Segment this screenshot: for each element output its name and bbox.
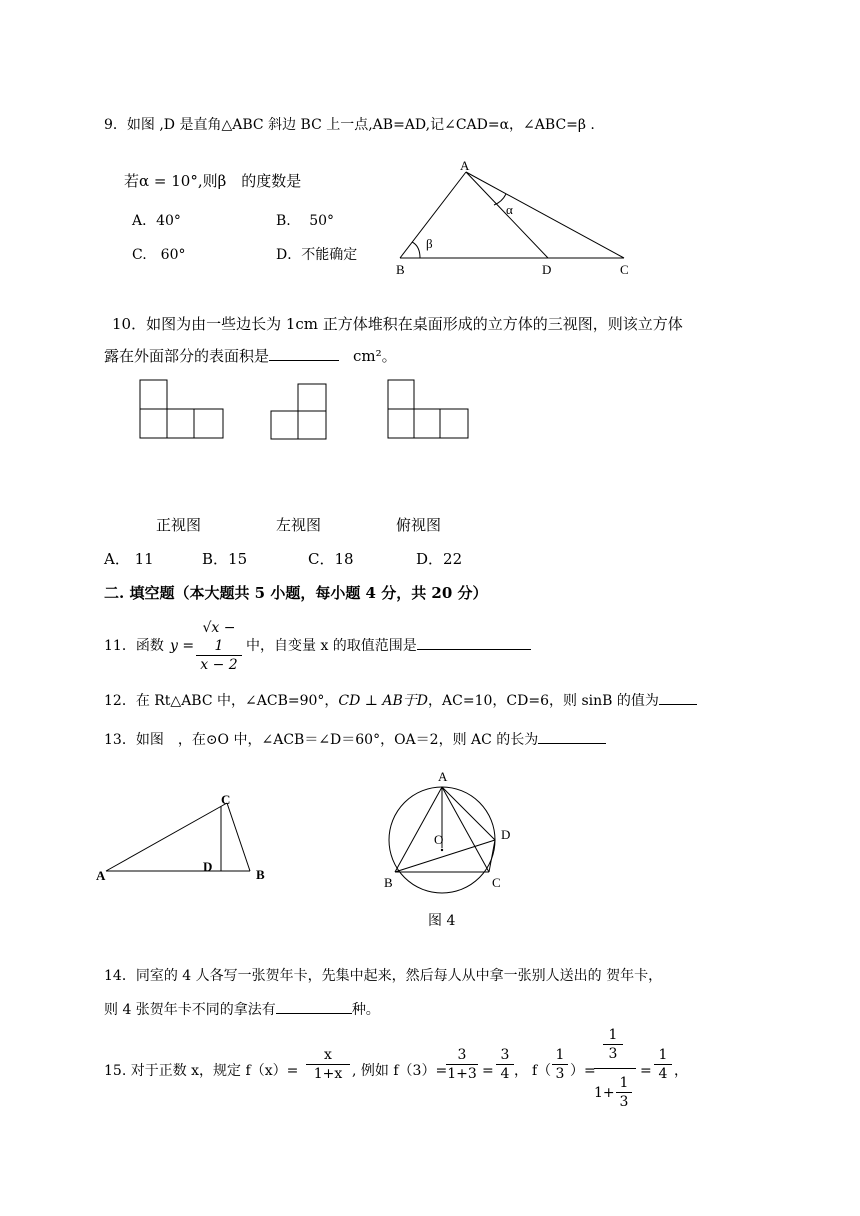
q15-def-num: x xyxy=(306,1046,350,1065)
q13-circle-figure xyxy=(380,766,540,894)
q10-option-a: A． 11 xyxy=(104,550,154,568)
q15-example-fraction-2 xyxy=(496,1046,514,1083)
q15-result-fraction xyxy=(654,1046,672,1083)
q15-h-den: 3 xyxy=(555,1066,565,1082)
q10-line1: 10．如图为由一些边长为 1cm 正方体堆积在桌面形成的立方体的三视图，则该立方体 xyxy=(112,315,683,333)
q10-option-d: D．22 xyxy=(416,550,463,568)
q15-e1-den: 1+3 xyxy=(447,1066,477,1082)
q15-pre: 15. 对于正数 x，规定 f（x）= xyxy=(104,1063,299,1079)
q15-r-den: 4 xyxy=(658,1066,668,1082)
q15-equals-1: = xyxy=(482,1063,494,1079)
q15-f-open: f（ xyxy=(532,1063,552,1079)
q13-circle-label-o: O xyxy=(434,832,444,847)
q13-circle-label-b: B xyxy=(384,875,393,890)
q9-condition: 若α = 10°,则β 的度数是 xyxy=(124,172,302,190)
q15-e2-den: 4 xyxy=(500,1066,510,1082)
q10-answer-blank xyxy=(269,360,339,361)
q14-line2-text: 则 4 张贺年卡不同的拿法有 xyxy=(104,1002,276,1018)
q9-label-c: C xyxy=(620,262,629,277)
q15-h-num: 1 xyxy=(552,1046,568,1065)
q13-tri-label-a: A xyxy=(96,868,106,883)
q12-cd-ab: CD ⊥ AB于D xyxy=(338,693,429,709)
q13-circle-label-a: A xyxy=(438,769,448,784)
q15-comma-1: ， xyxy=(514,1063,528,1079)
q9-option-a: A．40° xyxy=(132,213,181,229)
q15-cf-top-num: 1 xyxy=(603,1026,623,1045)
q14-post: 种。 xyxy=(351,1002,380,1018)
q12-post: ，AC=10，CD=6，则 sinB 的值为 xyxy=(428,693,659,709)
q15-cf-top xyxy=(603,1026,623,1063)
q13-answer-blank xyxy=(538,743,606,744)
q14-line1: 14．同室的 4 人各写一张贺年卡，先集中起来，然后每人从中拿一张别人送出的 贺年卡， xyxy=(104,968,663,984)
q15-def-den: 1+x xyxy=(313,1066,343,1082)
q15-complex-fraction xyxy=(594,1024,636,1116)
q10-option-c: C．18 xyxy=(308,550,354,568)
q9-option-b: B. 50° xyxy=(276,213,335,229)
q15-cf-top-den: 3 xyxy=(608,1046,618,1062)
q15-example: , 例如 f（3）= xyxy=(352,1063,448,1079)
q15-r-num: 1 xyxy=(654,1046,672,1065)
q13-text: 13．如图 ，在⊙O 中，∠ACB＝∠D＝60°，OA＝2，则 AC 的长为 xyxy=(104,732,539,748)
q9-triangle-figure xyxy=(390,158,650,278)
q10-line2-text: 露在外面部分的表面积是 xyxy=(104,347,270,365)
q9-option-c: C. 60° xyxy=(132,247,186,263)
q10-top-view xyxy=(386,378,476,440)
q15-equals-2: = xyxy=(640,1063,652,1079)
q15-f-close: ）= xyxy=(570,1063,596,1079)
q11-numerator: √x − 1 xyxy=(196,619,242,656)
q15-definition-fraction xyxy=(306,1046,350,1083)
q10-label-top: 俯视图 xyxy=(396,516,442,534)
q12-line xyxy=(104,692,697,710)
q13-right-triangle-figure xyxy=(94,790,274,890)
q15-third-fraction xyxy=(552,1046,568,1083)
q11-post-text: 中，自变量 x 的取值范围是 xyxy=(246,638,417,654)
q11-denominator: x − 2 xyxy=(200,657,238,673)
q10-label-front: 正视图 xyxy=(156,516,202,534)
q13-circle-label-c: C xyxy=(492,875,501,890)
q15-comma-end: ， xyxy=(674,1063,688,1079)
q14-line2 xyxy=(104,1001,380,1019)
q13-line xyxy=(104,731,606,749)
q13-tri-label-d: D xyxy=(203,859,213,874)
q15-cf-bottom xyxy=(616,1074,632,1111)
q10-unit: cm²。 xyxy=(353,347,397,365)
q9-label-beta: β xyxy=(426,236,433,251)
q9-text: 9．如图 ,D 是直角△ABC 斜边 BC 上一点,AB=AD,记∠CAD=α，∠ABC=β . xyxy=(104,117,595,133)
q11-pre: 11．函数 xyxy=(104,638,164,654)
q11-answer-blank xyxy=(417,649,531,650)
q13-tri-label-c: C xyxy=(221,792,231,807)
q11-y: y = xyxy=(170,638,195,654)
q10-line2 xyxy=(104,347,397,365)
q14-answer-blank xyxy=(276,1013,352,1014)
q11-fraction xyxy=(196,619,242,674)
q13-figure-caption: 图 4 xyxy=(428,913,456,929)
q9-option-d: D．不能确定 xyxy=(276,247,358,263)
q10-option-b: B．15 xyxy=(202,550,248,568)
q13-circle-label-d: D xyxy=(501,827,511,842)
q15-e1-num: 3 xyxy=(446,1046,478,1065)
q10-label-left: 左视图 xyxy=(276,516,322,534)
q15-e2-num: 3 xyxy=(496,1046,514,1065)
q9-label-d: D xyxy=(542,262,552,277)
q12-answer-blank xyxy=(659,704,697,705)
q15-cf-den-prefix: 1+ xyxy=(594,1085,615,1101)
q15-cf-bottom-num: 1 xyxy=(616,1074,632,1093)
q9-label-b: B xyxy=(396,262,405,277)
q13-tri-label-b: B xyxy=(256,867,265,882)
q9-label-a: A xyxy=(460,158,470,173)
q10-left-view xyxy=(269,382,333,442)
q15-cf-bottom-den: 3 xyxy=(619,1094,629,1110)
q9-label-alpha: α xyxy=(506,202,513,217)
q15-example-fraction-1 xyxy=(446,1046,478,1083)
q10-front-view xyxy=(138,378,238,440)
section2-title: 二. 填空题（本大题共 5 小题，每小题 4 分，共 20 分） xyxy=(104,584,488,602)
q12-text: 12．在 Rt△ABC 中，∠ACB=90°， xyxy=(104,693,339,709)
q11-post xyxy=(246,637,531,655)
